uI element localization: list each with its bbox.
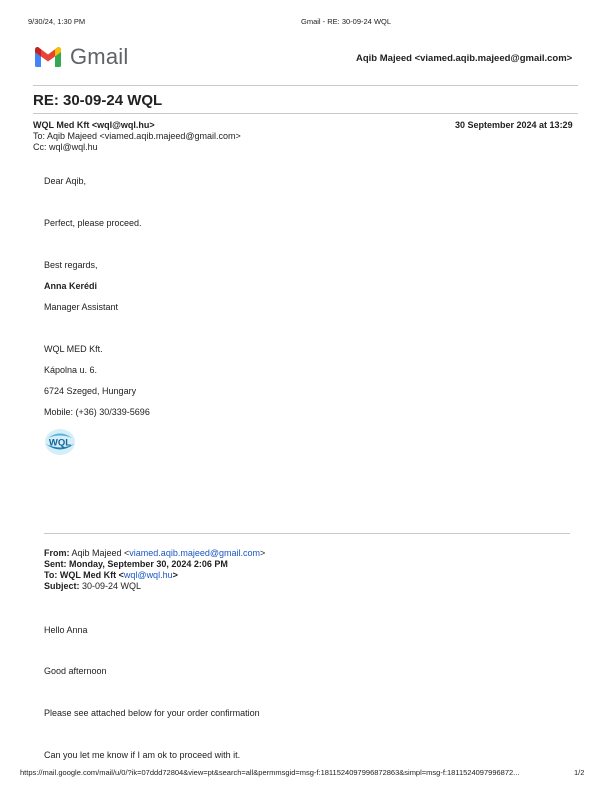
account-email: Aqib Majeed <viamed.aqib.majeed@gmail.com>	[356, 53, 573, 64]
quoted-line: Hello Anna	[44, 625, 88, 635]
wql-logo-icon	[44, 428, 76, 456]
company-street: Kápolna u. 6.	[44, 365, 98, 375]
quoted-subject-label: Subject:	[44, 581, 80, 591]
sender-name: Anna Kerédi	[44, 281, 98, 291]
quoted-to-email-link[interactable]: wql@wql.hu	[123, 570, 173, 580]
quoted-sent-label: Sent:	[44, 559, 67, 569]
quoted-subject	[44, 581, 141, 592]
quoted-to-label: To:	[44, 570, 58, 580]
message-to: To: Aqib Majeed <viamed.aqib.majeed@gmail.com>	[33, 131, 241, 141]
company-city: 6724 Szeged, Hungary	[44, 386, 137, 396]
quoted-line: Good afternoon	[44, 666, 107, 676]
divider	[33, 113, 578, 114]
wql-logo-text: WQL	[48, 437, 72, 449]
message-from: WQL Med Kft <wql@wql.hu>	[33, 120, 155, 130]
print-page-number: 1/2	[574, 768, 585, 777]
quoted-line: Please see attached below for your order confirmation	[44, 708, 260, 718]
quoted-subject-value: 30-09-24 WQL	[79, 581, 142, 591]
body-line: Perfect, please proceed.	[44, 218, 142, 228]
quoted-from-name: Aqib Majeed <	[69, 548, 130, 558]
greeting: Dear Aqib,	[44, 176, 87, 186]
sender-title: Manager Assistant	[44, 302, 119, 312]
gmail-logo-text: Gmail	[70, 44, 129, 69]
company-name: WQL MED Kft.	[44, 344, 103, 354]
gmail-logo-icon	[33, 45, 63, 69]
print-datetime: 9/30/24, 1:30 PM	[28, 17, 86, 26]
quoted-from-email-link[interactable]: viamed.aqib.majeed@gmail.com	[129, 548, 260, 558]
quoted-line: Can you let me know if I am ok to proceed with it.	[44, 750, 241, 760]
message-cc: Cc: wql@wql.hu	[33, 142, 98, 152]
quote-divider	[44, 533, 570, 534]
quoted-from-label: From:	[44, 548, 70, 558]
message-date: 30 September 2024 at 13:29	[455, 120, 573, 130]
company-mobile: Mobile: (+36) 30/339-5696	[44, 407, 150, 417]
quoted-to	[44, 570, 178, 581]
quoted-sent-value: Monday, September 30, 2024 2:06 PM	[66, 559, 228, 569]
print-title: Gmail - RE: 30-09-24 WQL	[301, 17, 392, 26]
divider	[33, 85, 578, 86]
quoted-sent	[44, 559, 228, 570]
quoted-from	[44, 548, 265, 559]
print-url: https://mail.google.com/mail/u/0/?ik=07ddd72804&view=pt&search=all&permmsgid=msg-f:1811524097996872863&simpl=msg-f:1811524097996872...	[20, 768, 520, 777]
regards: Best regards,	[44, 260, 98, 270]
quoted-from-close: >	[260, 548, 266, 558]
quoted-to-name: WQL Med Kft <	[57, 570, 124, 580]
thread-subject: RE: 30-09-24 WQL	[33, 92, 163, 109]
quoted-to-close: >	[172, 570, 178, 580]
